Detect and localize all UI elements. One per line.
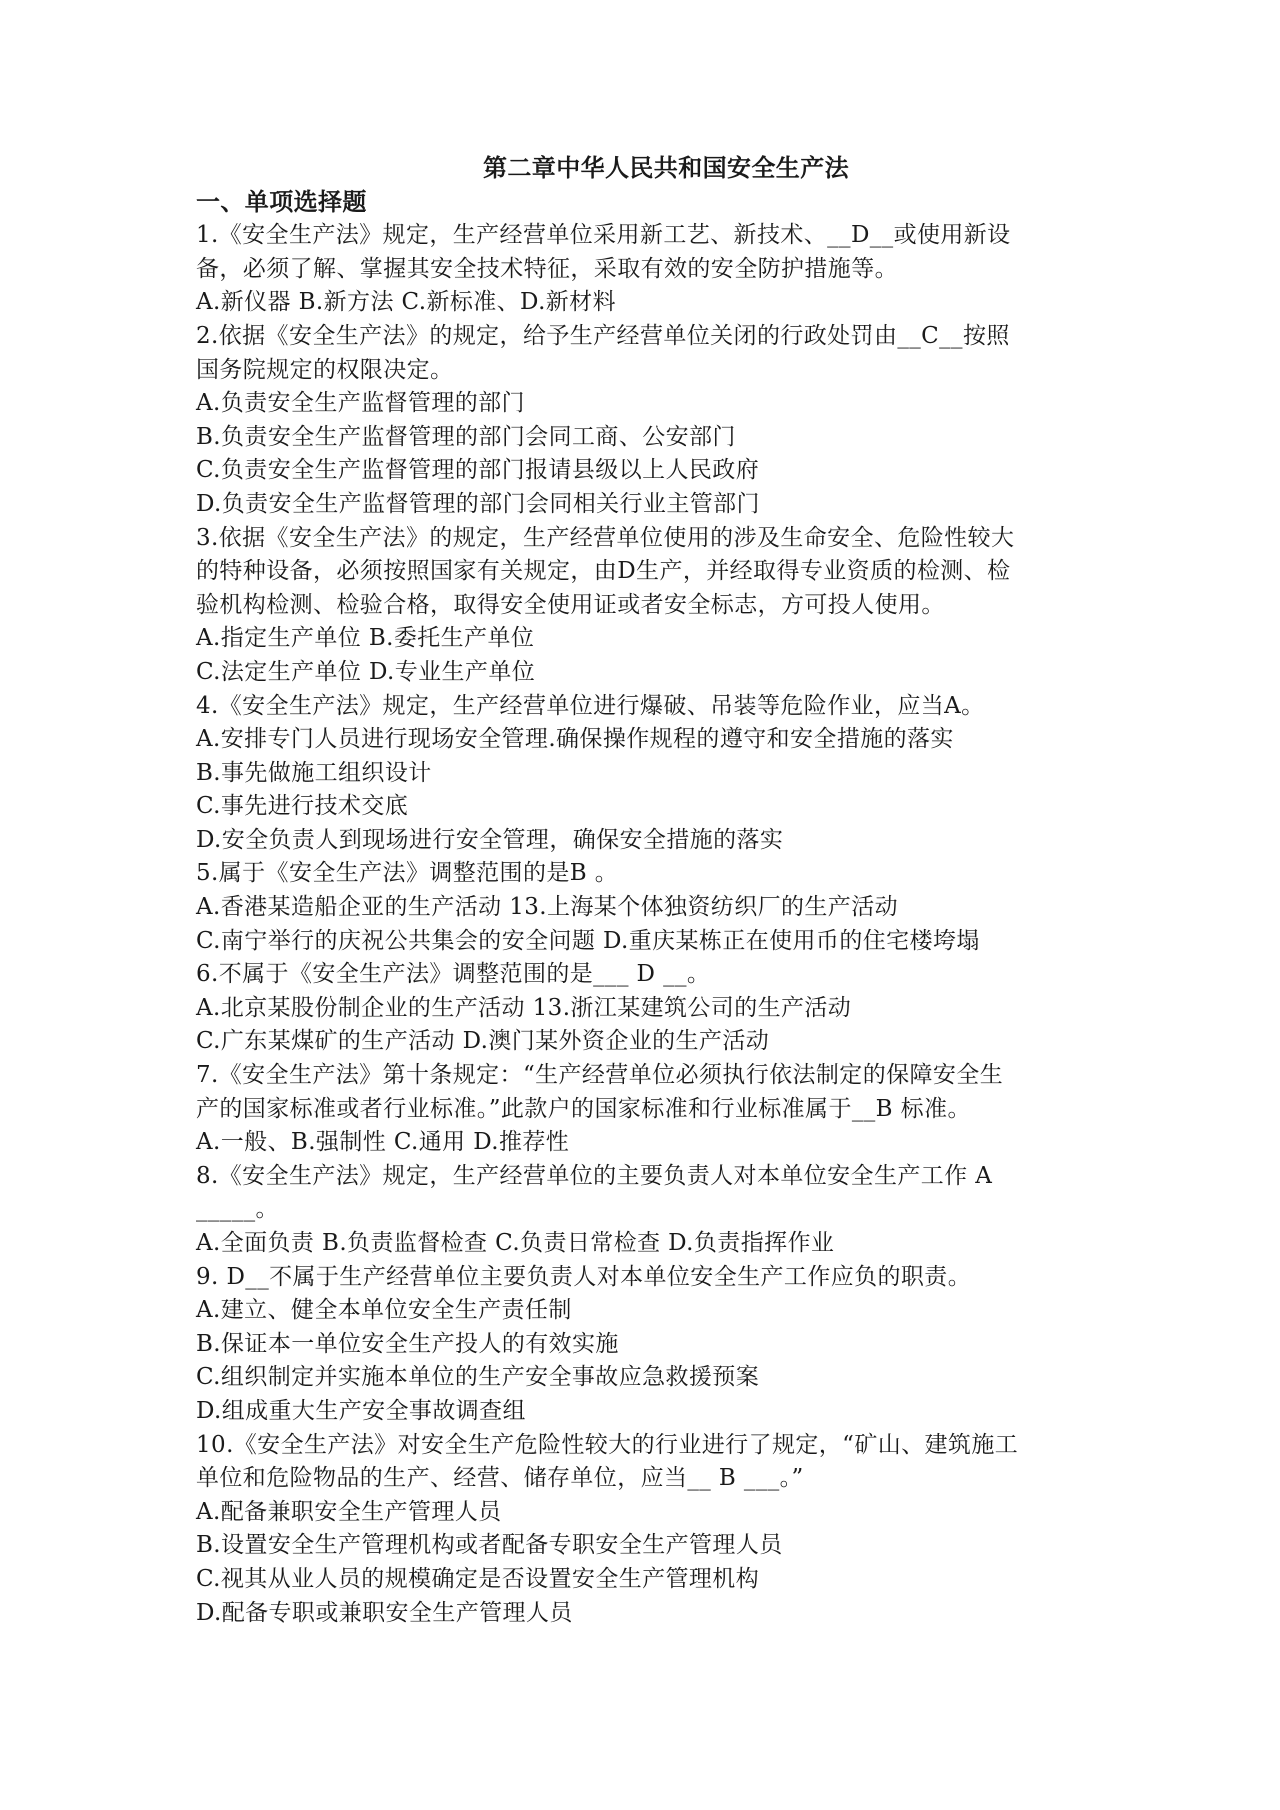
text-line: D.配备专职或兼职安全生产管理人员	[196, 1599, 573, 1626]
text-line: D.安全负责人到现场进行安全管理，确保安全措施的落实	[196, 826, 784, 853]
text-line: C.负责安全生产监督管理的部门报请县级以上人民政府	[196, 457, 760, 484]
text-line: A.一般、B.强制性 C.通用 D.推荐性	[196, 1129, 570, 1156]
text-line: _____。	[196, 1196, 279, 1223]
text-line: 8.《安全生产法》规定，生产经营单位的主要负责人对本单位安全生产工作 A	[196, 1162, 993, 1189]
text-line: 国务院规定的权限决定。	[196, 356, 454, 383]
text-line: C.法定生产单位 D.专业生产单位	[196, 658, 536, 685]
text-line: A.建立、健全本单位安全生产责任制	[196, 1297, 572, 1324]
text-line: B.保证本一单位安全生产投人的有效实施	[196, 1330, 619, 1357]
text-line: B.事先做施工组织设计	[196, 759, 432, 786]
text-line: 2.依据《安全生产法》的规定，给予生产经营单位关闭的行政处罚由__C__按照	[196, 322, 1010, 349]
text-line: B.设置安全生产管理机构或者配备专职安全生产管理人员	[196, 1532, 783, 1559]
text-line: 4.《安全生产法》规定，生产经营单位进行爆破、吊装等危险作业，应当A。	[196, 692, 985, 719]
text-line: 3.依据《安全生产法》的规定，生产经营单位使用的涉及生命安全、危险性较大	[196, 524, 1015, 551]
question-list	[196, 219, 1096, 1630]
section-heading: 一、单项选择题	[196, 187, 367, 216]
text-line: 的特种设备，必须按照国家有关规定，由D生产，并经取得专业资质的检测、检	[196, 558, 1011, 585]
text-line: A.新仪器 B.新方法 C.新标准、D.新材料	[196, 289, 616, 316]
text-line: 1.《安全生产法》规定，生产经营单位采用新工艺、新技术、__D__或使用新设	[196, 222, 1011, 249]
text-line: A.负责安全生产监督管理的部门	[196, 390, 525, 417]
text-line: 6.不属于《安全生产法》调整范围的是___ D __。	[196, 961, 711, 988]
text-line: B.负责安全生产监督管理的部门会同工商、公安部门	[196, 423, 736, 450]
chapter-title: 第二章中华人民共和国安全生产法	[483, 154, 849, 182]
text-line: 备，必须了解、掌握其安全技术特征，采取有效的安全防护措施等。	[196, 255, 898, 282]
text-line: A.香港某造船企亚的生产活动 13.上海某个体独资纺织厂的生产活动	[196, 894, 899, 921]
text-line: 验机构检测、检验合格，取得安全使用证或者安全标志，方可投人使用。	[196, 591, 945, 618]
text-line: 9. D__不属于生产经营单位主要负责人对本单位安全生产工作应负的职责。	[196, 1263, 972, 1290]
text-line: A.全面负责 B.负责监督检查 C.负责日常检查 D.负责指挥作业	[196, 1230, 835, 1256]
text-line: C.组织制定并实施本单位的生产安全事故应急救援预案	[196, 1364, 760, 1391]
text-line: A.安排专门人员进行现场安全管理.确保操作规程的遵守和安全措施的落实	[196, 726, 954, 753]
text-line: C.视其从业人员的规模确定是否设置安全生产管理机构	[196, 1565, 760, 1592]
text-line: A.北京某股份制企业的生产活动 13.浙江某建筑公司的生产活动	[196, 994, 852, 1021]
text-line: 产的国家标准或者行业标准。”此款户的国家标准和行业标准属于__B 标准。	[196, 1095, 971, 1122]
text-line: 5.属于《安全生产法》调整范围的是B 。	[196, 860, 619, 887]
text-line: C.南宁举行的庆祝公共集会的安全问题 D.重庆某栋正在使用币的住宅楼垮塌	[196, 927, 980, 954]
text-line: C.事先进行技术交底	[196, 793, 409, 820]
document-page	[196, 152, 1096, 1630]
text-line: A.指定生产单位 B.委托生产单位	[196, 625, 535, 652]
text-line: 单位和危险物品的生产、经营、储存单位，应当__ B ___。”	[196, 1465, 804, 1492]
text-line: 10.《安全生产法》对安全生产危险性较大的行业进行了规定，“矿山、建筑施工	[196, 1431, 1019, 1458]
text-line: A.配备兼职安全生产管理人员	[196, 1498, 502, 1525]
text-line: D.组成重大生产安全事故调查组	[196, 1397, 526, 1424]
text-line: 7.《安全生产法》第十条规定：“生产经营单位必须执行依法制定的保障安全生	[196, 1062, 1004, 1089]
text-line: D.负责安全生产监督管理的部门会同相关行业主管部门	[196, 490, 760, 517]
text-line: C.广东某煤矿的生产活动 D.澳门某外资企业的生产活动	[196, 1028, 770, 1055]
